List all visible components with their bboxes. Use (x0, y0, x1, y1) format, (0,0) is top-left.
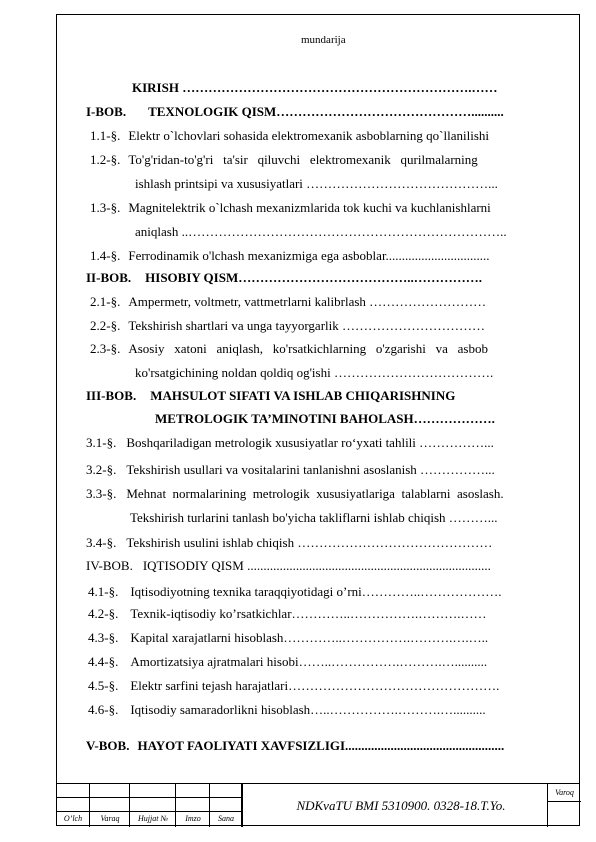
stamp-cell (176, 798, 210, 812)
document-code: NDKvaTU BMI 5310900. 0328-18.T.Yo. (296, 798, 506, 813)
toc-section-3-3-cont: Tekshirish turlarini tanlash bo'yicha takliflarni ishlab chiqish ………... (130, 510, 498, 525)
toc-section-2-3-cont: ko'rsatgichining noldan qoldiq og'ishi ………………………………. (135, 365, 494, 380)
toc-section-1-3-cont: aniqlash ..……………………………………………………………….. (135, 224, 507, 239)
stamp-cell (90, 798, 130, 812)
toc-section-1-1[interactable]: 1.1-§. Elektr o`lchovlari sohasida elektromexanik asboblarning qo`llanilishi (90, 128, 489, 143)
toc-intro[interactable]: KIRISH ………………………………………………………….…… (132, 80, 498, 95)
toc-section-4-2[interactable]: 4.2-§. Texnik-iqtisodiy ko’rsatkichlar…………..…………….……….…… (88, 606, 487, 621)
toc-section-2-2[interactable]: 2.2-§. Tekshirish shartlari va unga tayyorgarlik …………………………… (90, 318, 485, 333)
toc-chapter-2[interactable]: II-BOB. HISOBIY QISM…………………………………..……………. (86, 270, 482, 285)
toc-section-4-4[interactable]: 4.4-§. Amortizatsiya ajratmalari hisobi……..…………….……….….......... (88, 654, 488, 669)
toc-section-2-1[interactable]: 2.1-§. Ampermetr, voltmetr, vattmetrlarni kalibrlash ……………………… (90, 294, 487, 309)
title-block (56, 783, 580, 827)
stamp-cell (90, 784, 130, 798)
stamp-label-sana: Sana (218, 814, 234, 823)
toc-section-4-5[interactable]: 4.5-§. Elektr sarfini tejash harajatlari…………………………………………. (88, 678, 500, 693)
toc-section-3-4[interactable]: 3.4-§. Tekshirish usulini ishlab chiqish ……………………………………… (86, 535, 493, 550)
toc-section-3-2[interactable]: 3.2-§. Tekshirish usullari va vositalarini tanlanishni asoslanish ……………... (86, 462, 495, 477)
stamp-cell (130, 784, 176, 798)
stamp-label-imzo: Imzo (185, 814, 201, 823)
toc-section-1-4[interactable]: 1.4-§. Ferrodinamik o'lchash mexanizmiga ega asboblar................................ (90, 248, 490, 263)
toc-section-1-2-cont: ishlash printsipi va xususiyatlari ……………………………………... (135, 176, 498, 191)
sheet-number-box (547, 784, 581, 827)
stamp-divider (242, 784, 243, 827)
toc-section-4-6[interactable]: 4.6-§. Iqtisodiy samaradorlikni hisoblash…..…………….……….….......... (88, 702, 486, 717)
stamp-cell (56, 798, 90, 812)
stamp-grid (56, 784, 242, 827)
stamp-cell (130, 798, 176, 812)
toc-section-4-3[interactable]: 4.3-§. Kapital xarajatlarni hisoblash…………..…………….……….….….. (88, 630, 489, 645)
toc-chapter-5[interactable]: V-BOB. HAYOT FAOLIYATI XAVFSIZLIGI................................................. (86, 738, 505, 753)
stamp-cell (210, 784, 242, 798)
toc-section-2-3[interactable]: 2.3-§. Asosiy xatoni aniqlash, ko'rsatkichlarning o'zgarishi va asbob (90, 341, 488, 356)
stamp-cell (210, 798, 242, 812)
toc-chapter-1[interactable]: I-BOB. TEXNOLOGIK QISM……………………………………….......... (86, 104, 504, 119)
header-title: mundarija (301, 34, 346, 46)
toc-section-4-1[interactable]: 4.1-§. Iqtisodiyotning texnika taraqqiyotidagi o’rni…………..………………. (88, 584, 502, 599)
stamp-label-hujjat: Hujjat № (138, 814, 168, 823)
stamp-label-olch: O’lch (63, 814, 83, 823)
toc-chapter-3[interactable]: III-BOB. MAHSULOT SIFATI VA ISHLAB CHIQARISHNING (86, 388, 456, 403)
stamp-cell (56, 784, 90, 798)
toc-section-1-2[interactable]: 1.2-§. To'g'ridan-to'g'ri ta'sir qiluvchi elektromexanik qurilmalarning (90, 152, 478, 167)
toc-section-3-3[interactable]: 3.3-§. Mehnat normalarining metrologik xususiyatlariga talablarni asoslash. (86, 486, 504, 501)
toc-chapter-4[interactable]: IV-BOB. IQTISODIY QISM ........................................................................... (86, 558, 491, 573)
stamp-label-varaq: Varaq (100, 814, 120, 823)
varoq-label: Varoq (548, 784, 581, 802)
toc-section-3-1[interactable]: 3.1-§. Boshqariladigan metrologik xususiyatlar ro‘yxati tahlili ……………... (86, 435, 494, 450)
stamp-cell (176, 784, 210, 798)
toc-section-1-3[interactable]: 1.3-§. Magnitelektrik o`lchash mexanizmlarida tok kuchi va kuchlanishlarni (90, 200, 491, 215)
toc-chapter-3-cont: METROLOGIK TA’MINOTINI BAHOLASH………………. (155, 411, 495, 426)
